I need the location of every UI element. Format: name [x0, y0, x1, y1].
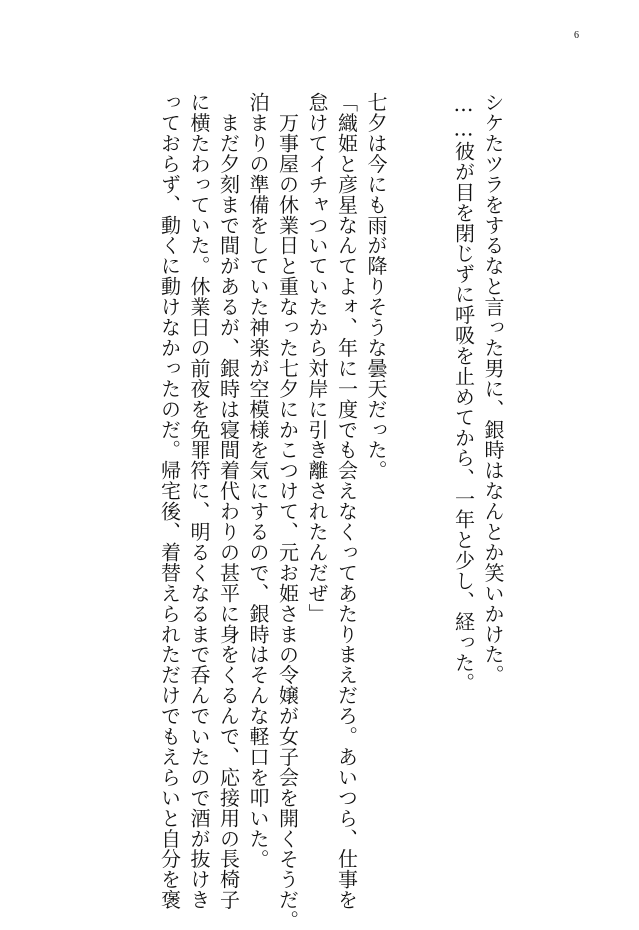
body-text — [154, 92, 507, 930]
text-line: 泊まりの準備をしていた神楽が空模様を気にするので、銀時はそんな軽口を叩いた。 — [246, 92, 270, 870]
text-line: 「織姫と彦星なんてよォ、年に一度でも会えなくってあたりまえだろ。あいつら、仕事を — [334, 92, 359, 910]
text-line: 怠けてイチャついていたから対岸に引き離されたんだぜ」 — [305, 92, 329, 624]
text-line: 万事屋の休業日と重なった七夕にかこつけて、元お姫さまの令嬢が女子会を開くそうだ。 — [275, 92, 300, 930]
text-line: 七夕は今にも雨が降りそうな曇天だった。 — [364, 92, 388, 481]
text-line: っておらず、動くに動けなかったのだ。帰宅後、着替えられただけでもえらいと自分を褒 — [157, 92, 182, 910]
blank-line — [390, 92, 419, 882]
text-line: に横たわっていた。休業日の前夜を免罪符に、明るくなるまで呑んでいたので酒が抜けき — [187, 92, 211, 910]
blank-line — [419, 92, 448, 882]
text-line: まだ夕刻まで間があるが、銀時は寝間着代わりの甚平に身をくるんで、応接用の長椅子 — [216, 92, 241, 910]
page-number: 6 — [574, 30, 579, 41]
text-line: シケたツラをするなと言った男に、銀時はなんとか笑いかけた。 — [481, 92, 505, 686]
text-line: ……彼が目を閉じずに呼吸を止めてから、一年と少し、経った。 — [451, 92, 476, 694]
